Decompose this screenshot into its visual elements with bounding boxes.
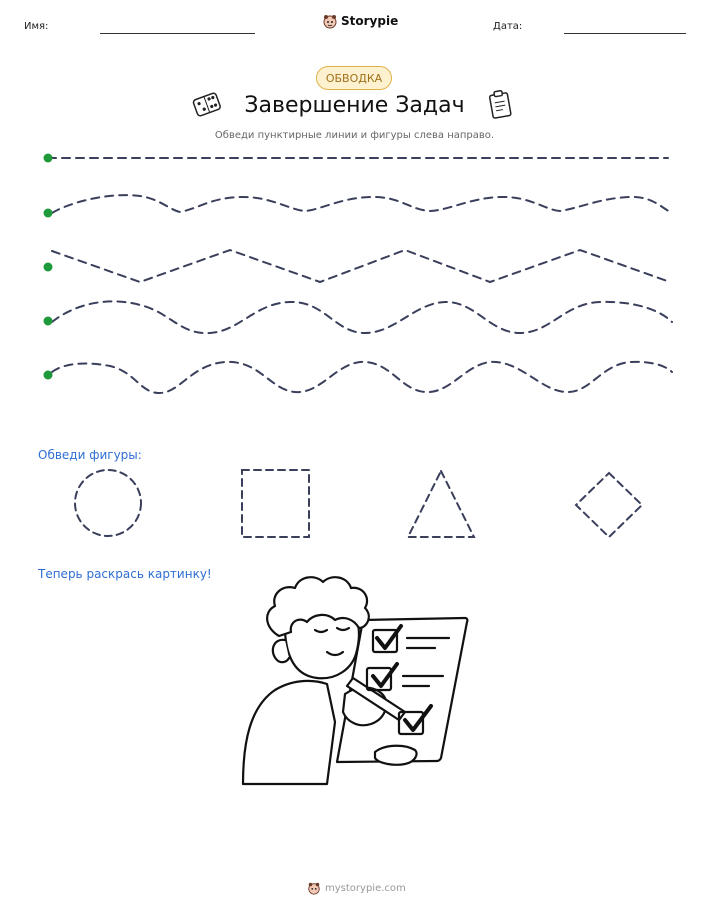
start-dot-2 bbox=[44, 209, 53, 218]
trace-triangle[interactable] bbox=[408, 471, 474, 537]
trace-diamond[interactable] bbox=[576, 473, 642, 537]
storypie-mascot-icon bbox=[322, 13, 338, 29]
date-field-line[interactable] bbox=[564, 33, 686, 34]
trace-line-loop-wave[interactable] bbox=[52, 362, 672, 393]
date-label: Дата: bbox=[493, 21, 523, 32]
trace-line-gentle-wave[interactable] bbox=[52, 195, 670, 213]
boy-body bbox=[243, 681, 335, 784]
boy-hand-bottom bbox=[375, 746, 417, 765]
start-dot-5 bbox=[44, 371, 53, 380]
name-label: Имя: bbox=[24, 21, 49, 32]
start-dot-3 bbox=[44, 263, 53, 272]
tracing-lines bbox=[0, 140, 709, 400]
storypie-mascot-icon bbox=[307, 881, 321, 895]
name-field-line[interactable] bbox=[100, 33, 255, 34]
instructions: Обведи пунктирные линии и фигуры слева направо. bbox=[214, 130, 495, 141]
brand-name: Storypie bbox=[341, 14, 399, 28]
start-dot-1 bbox=[44, 154, 53, 163]
shapes-heading: Обведи фигуры: bbox=[38, 448, 142, 462]
footer-site[interactable]: mystorypie.com bbox=[325, 882, 406, 894]
trace-line-zigzag[interactable] bbox=[52, 250, 670, 282]
brand-logo bbox=[322, 13, 398, 29]
trace-square[interactable] bbox=[242, 470, 309, 537]
footer bbox=[307, 881, 406, 895]
trace-circle[interactable] bbox=[75, 470, 141, 536]
trace-line-wave[interactable] bbox=[52, 301, 672, 333]
category-badge: ОБВОДКА bbox=[316, 66, 392, 90]
clipboard-icon bbox=[486, 88, 514, 120]
coloring-picture[interactable] bbox=[235, 572, 475, 792]
coloring-heading: Теперь раскрась картинку! bbox=[38, 567, 212, 581]
tracing-shapes bbox=[0, 465, 709, 545]
page-title: Завершение Задач bbox=[244, 93, 465, 118]
start-dot-4 bbox=[44, 317, 53, 326]
